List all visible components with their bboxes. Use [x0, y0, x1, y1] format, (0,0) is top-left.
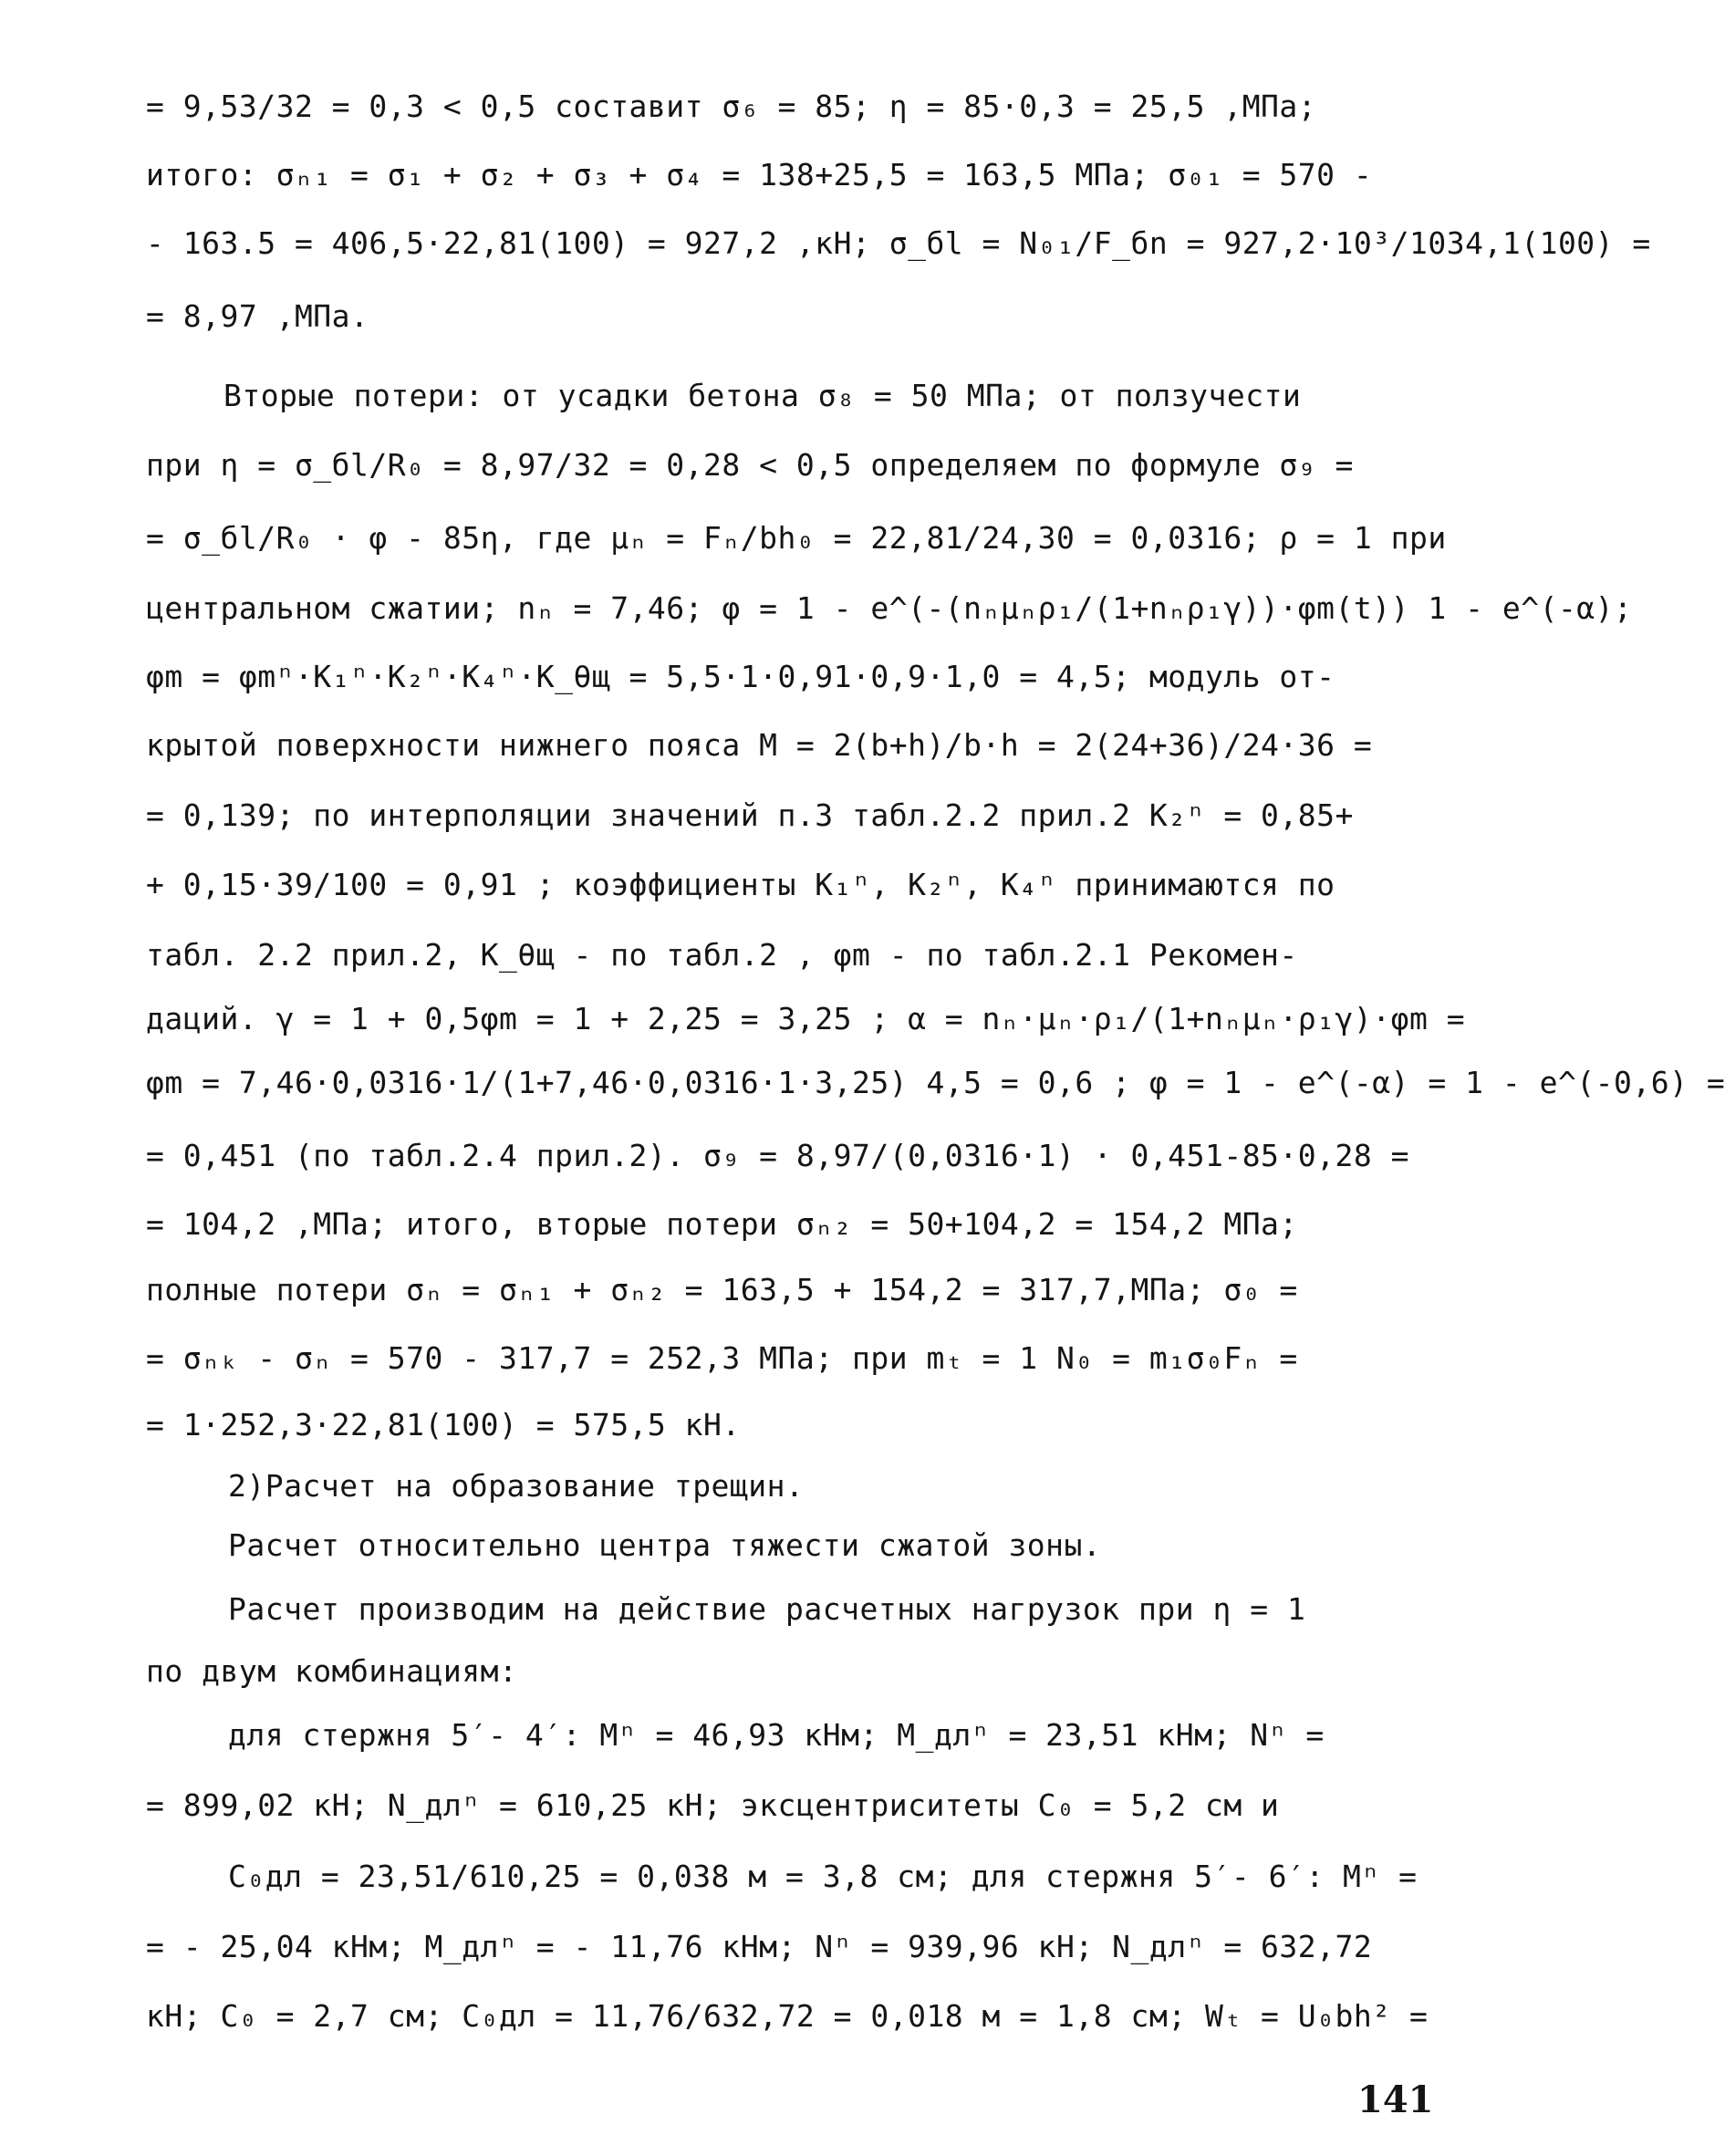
text-line-24: по двум комбинациям:	[146, 1653, 518, 1689]
text-line-9: φm = φmⁿ·K₁ⁿ·K₂ⁿ·K₄ⁿ·K_θщ = 5,5·1·0,91·0,9·1,0 = 4,5; модуль от-	[146, 659, 1335, 694]
text-line-1: = 9,53/32 = 0,3 < 0,5 составит σ₆ = 85; η = 85·0,3 = 25,5 ,МПа;	[146, 89, 1317, 124]
text-line-18: полные потери σₙ = σₙ₁ + σₙ₂ = 163,5 + 154,2 = 317,7,МПа; σ₀ =	[146, 1272, 1298, 1307]
text-line-14: даций. γ = 1 + 0,5φm = 1 + 2,25 = 3,25 ; α = nₙ·μₙ·ρ₁/(1+nₙμₙ·ρ₁γ)·φm =	[146, 1001, 1466, 1036]
text-line-27: C₀дл = 23,51/610,25 = 0,038 м = 3,8 см; для стержня 5′- 6′: Mⁿ =	[228, 1859, 1418, 1894]
text-line-11: = 0,139; по интерполяции значений п.3 табл.2.2 прил.2 K₂ⁿ = 0,85+	[146, 797, 1354, 833]
text-line-2: итого: σₙ₁ = σ₁ + σ₂ + σ₃ + σ₄ = 138+25,5 = 163,5 МПа; σ₀₁ = 570 -	[146, 157, 1373, 193]
text-line-6: при η = σ_бl/R₀ = 8,97/32 = 0,28 < 0,5 определяем по формуле σ₉ =	[146, 447, 1354, 483]
text-line-12: + 0,15·39/100 = 0,91 ; коэффициенты K₁ⁿ, K₂ⁿ, K₄ⁿ принимаются по	[146, 867, 1335, 902]
text-line-29: кН; C₀ = 2,7 см; C₀дл = 11,76/632,72 = 0,018 м = 1,8 см; Wₜ = U₀bh² =	[146, 1998, 1429, 2034]
text-line-20: = 1·252,3·22,81(100) = 575,5 кН.	[146, 1407, 741, 1443]
text-line-10: крытой поверхности нижнего пояса M = 2(b+h)/b·h = 2(24+36)/24·36 =	[146, 727, 1373, 763]
text-line-19: = σₙₖ - σₙ = 570 - 317,7 = 252,3 МПа; при mₜ = 1 N₀ = m₁σ₀Fₙ =	[146, 1340, 1298, 1376]
page-number: 141	[1357, 2078, 1434, 2121]
text-line-28: = - 25,04 кНм; M_длⁿ = - 11,76 кНм; Nⁿ = 939,96 кН; N_длⁿ = 632,72	[146, 1929, 1373, 1964]
text-line-23: Расчет производим на действие расчетных нагрузок при η = 1	[228, 1591, 1306, 1627]
text-line-16: = 0,451 (по табл.2.4 прил.2). σ₉ = 8,97/(0,0316·1) · 0,451-85·0,28 =	[146, 1138, 1410, 1173]
text-line-3: - 163.5 = 406,5·22,81(100) = 927,2 ,кН; σ_бl = N₀₁/F_бn = 927,2·10³/1034,1(100) =	[146, 225, 1651, 261]
text-line-21: 2)Расчет на образование трещин.	[228, 1468, 805, 1504]
text-line-13: табл. 2.2 прил.2, K_θщ - по табл.2 , φm - по табл.2.1 Рекомен-	[146, 937, 1298, 973]
text-line-25: для стержня 5′- 4′: Mⁿ = 46,93 кНм; M_длⁿ = 23,51 кНм; Nⁿ =	[228, 1717, 1325, 1753]
text-line-17: = 104,2 ,МПа; итого, вторые потери σₙ₂ = 50+104,2 = 154,2 МПа;	[146, 1206, 1298, 1242]
text-line-22: Расчет относительно центра тяжести сжатой зоны.	[228, 1527, 1102, 1563]
text-line-4: = 8,97 ,МПа.	[146, 298, 369, 334]
text-line-7: = σ_бl/R₀ · φ - 85η, где μₙ = Fₙ/bh₀ = 22,81/24,30 = 0,0316; ρ = 1 при	[146, 520, 1447, 556]
text-line-8: центральном сжатии; nₙ = 7,46; φ = 1 - e^(-(nₙμₙρ₁/(1+nₙρ₁γ))·φm(t)) 1 - e^(-α);	[146, 590, 1633, 626]
text-line-26: = 899,02 кН; N_длⁿ = 610,25 кН; эксцентриситеты C₀ = 5,2 см и	[146, 1787, 1280, 1823]
text-line-15: φm = 7,46·0,0316·1/(1+7,46·0,0316·1·3,25) 4,5 = 0,6 ; φ = 1 - e^(-α) = 1 - e^(-0,6) =	[146, 1065, 1725, 1100]
text-line-5: Вторые потери: от усадки бетона σ₈ = 50 МПа; от ползучести	[223, 378, 1302, 413]
